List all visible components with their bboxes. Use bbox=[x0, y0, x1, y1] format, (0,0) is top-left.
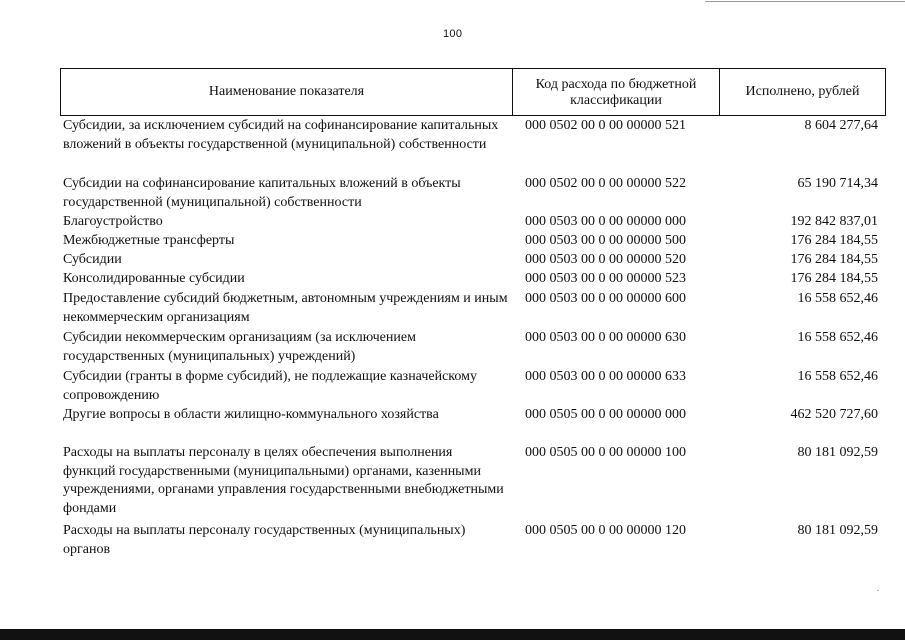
row-code: 000 0503 00 0 00 00000 500 bbox=[525, 233, 686, 248]
row-amount: 176 284 184,55 bbox=[790, 233, 878, 248]
row-code: 000 0503 00 0 00 00000 520 bbox=[525, 252, 686, 267]
row-amount: 8 604 277,64 bbox=[804, 118, 878, 133]
row-amount: 176 284 184,55 bbox=[790, 271, 878, 286]
row-code: 000 0502 00 0 00 00000 521 bbox=[525, 118, 686, 133]
row-name: Субсидии некоммерческим организациям (за исключением государственных (муниципальных) учреждений) bbox=[63, 330, 416, 364]
row-code: 000 0505 00 0 00 00000 120 bbox=[525, 523, 686, 538]
scan-speck bbox=[877, 590, 879, 591]
table-header bbox=[60, 68, 886, 116]
row-name: Субсидии на софинансирование капитальных вложений в объекты государственной (муниципальной) собственности bbox=[63, 176, 461, 210]
row-code: 000 0502 00 0 00 00000 522 bbox=[525, 176, 686, 191]
row-name: Расходы на выплаты персоналу государственных (муниципальных) органов bbox=[63, 523, 466, 557]
column-header-code: Код расхода по бюджетной классификации bbox=[513, 69, 720, 115]
row-code: 000 0503 00 0 00 00000 633 bbox=[525, 369, 686, 384]
row-name: Субсидии (гранты в форме субсидий), не подлежащие казначейскому сопровождению bbox=[63, 369, 477, 403]
row-name: Другие вопросы в области жилищно-коммунального хозяйства bbox=[63, 407, 439, 422]
row-amount: 16 558 652,46 bbox=[797, 330, 878, 345]
row-amount: 192 842 837,01 bbox=[790, 214, 878, 229]
row-amount: 16 558 652,46 bbox=[797, 369, 878, 384]
column-header-name: Наименование показателя bbox=[61, 69, 513, 115]
row-code: 000 0503 00 0 00 00000 523 bbox=[525, 271, 686, 286]
row-amount: 80 181 092,59 bbox=[797, 523, 878, 538]
row-amount: 462 520 727,60 bbox=[790, 407, 878, 422]
row-amount: 176 284 184,55 bbox=[790, 252, 878, 267]
row-code: 000 0503 00 0 00 00000 000 bbox=[525, 214, 686, 229]
page-number: 100 bbox=[443, 28, 463, 40]
row-amount: 65 190 714,34 bbox=[797, 176, 878, 191]
row-code: 000 0505 00 0 00 00000 100 bbox=[525, 445, 686, 460]
row-name: Предоставление субсидий бюджетным, автономным учреждениям и иным некоммерческим организациям bbox=[63, 291, 508, 325]
column-header-amount: Исполнено, рублей bbox=[745, 84, 860, 99]
row-code: 000 0505 00 0 00 00000 000 bbox=[525, 407, 686, 422]
top-edge-rule bbox=[705, 1, 905, 2]
row-name: Благоустройство bbox=[63, 214, 163, 229]
row-name: Межбюджетные трансферты bbox=[63, 233, 235, 248]
row-name: Субсидии, за исключением субсидий на софинансирование капитальных вложений в объекты государственной (муниципальной) собственности bbox=[63, 118, 499, 152]
row-code: 000 0503 00 0 00 00000 600 bbox=[525, 291, 686, 306]
row-code: 000 0503 00 0 00 00000 630 bbox=[525, 330, 686, 345]
row-amount: 80 181 092,59 bbox=[797, 445, 878, 460]
row-amount: 16 558 652,46 bbox=[797, 291, 878, 306]
scan-bottom-border bbox=[0, 629, 905, 640]
row-name: Консолидированные субсидии bbox=[63, 271, 245, 286]
row-name: Расходы на выплаты персоналу в целях обеспечения выполнения функций государственными (муниципальными) органами, казенными учреждениями, органами управления государственными внебюджетными фондами bbox=[63, 445, 504, 516]
row-name: Субсидии bbox=[63, 252, 122, 267]
